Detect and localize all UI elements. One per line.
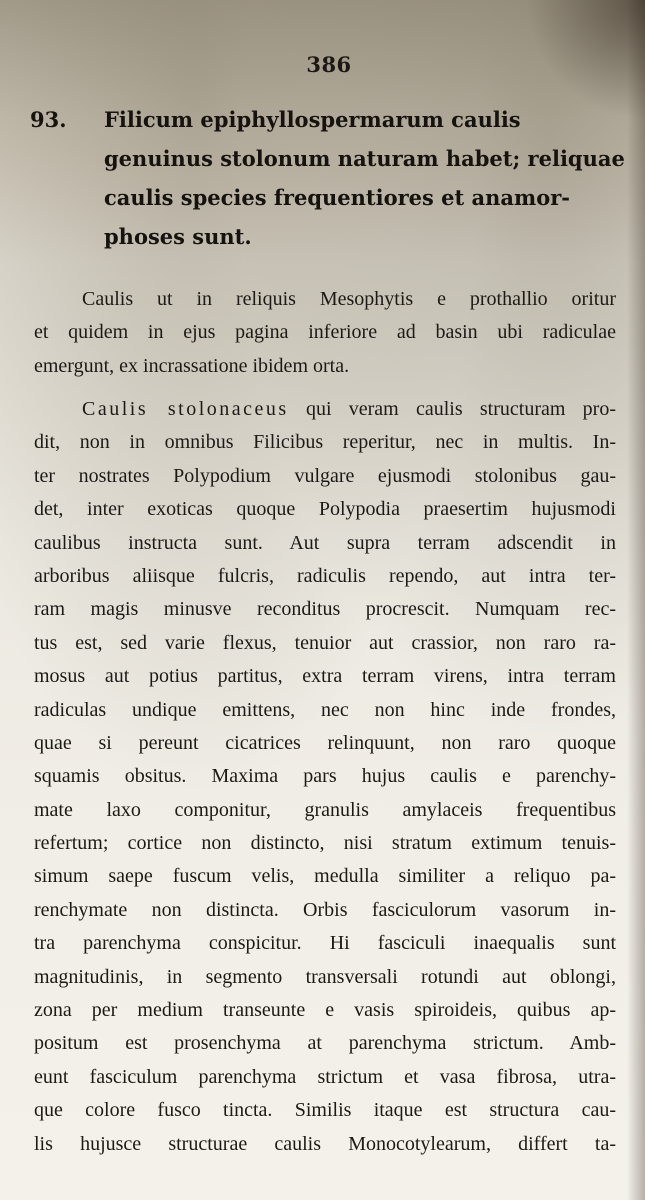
section-title-line: Filicum epiphyllospermarum caulis: [104, 107, 521, 132]
text-line: simum saepe fuscum velis, medulla similiter a reliquo pa-: [34, 865, 616, 888]
section-number: 93.: [30, 107, 67, 132]
page-gutter-shadow: [627, 0, 645, 1200]
text-line: [34, 393, 616, 426]
text-line: ter nostrates Polypodium vulgare ejusmodi stolonibus gau-: [34, 464, 616, 487]
text-line: et quidem in ejus pagina inferiore ad basin ubi radiculae: [34, 321, 616, 344]
text-line: emergunt, ex incrassatione ibidem orta.: [34, 354, 350, 377]
text-line: radiculas undique emittens, nec non hinc inde frondes,: [34, 698, 616, 721]
text-line: mate laxo componitur, granulis amylaceis frequentibus: [34, 798, 616, 821]
text-line: tra parenchyma conspicitur. Hi fasciculi inaequalis sunt: [34, 932, 616, 955]
text-line: squamis obsitus. Maxima pars hujus caulis e parenchy-: [34, 765, 616, 788]
text-line: quae si pereunt cicatrices relinquunt, non raro quoque: [34, 731, 616, 754]
text-line: refertum; cortice non distincto, nisi stratum extimum tenuis-: [34, 832, 616, 855]
spaced-term: Caulis stolonaceus: [82, 398, 289, 420]
section-title-line: phoses sunt.: [104, 224, 252, 249]
text-line: caulibus instructa sunt. Aut supra terram adscendit in: [34, 531, 616, 554]
paragraph-2: [34, 393, 616, 1161]
section-title: [104, 100, 626, 256]
text-line: lis hujusce structurae caulis Monocotylearum, differt ta-: [34, 1132, 616, 1155]
text-line: eunt fasciculum parenchyma strictum et vasa fibrosa, utra-: [34, 1065, 616, 1088]
page-number: 386: [306, 52, 352, 77]
text-line: tus est, sed varie flexus, tenuior aut crassior, non raro ra-: [34, 631, 616, 654]
text-line: mosus aut potius partitus, extra terram virens, intra terram: [34, 665, 616, 688]
text-line: positum est prosenchyma at parenchyma strictum. Amb-: [34, 1032, 616, 1055]
text-line: magnitudinis, in segmento transversali rotundi aut oblongi,: [34, 965, 616, 988]
text-line: Caulis ut in reliquis Mesophytis e prothallio oritur: [82, 288, 616, 310]
section-title-line: caulis species frequentiores et anamor-: [104, 185, 571, 210]
text-line: det, inter exoticas quoque Polypodia praesertim hujusmodi: [34, 498, 616, 521]
text-line: ram magis minusve reconditus procrescit. Numquam rec-: [34, 598, 616, 621]
text-fragment: qui veram caulis structuram pro-: [305, 398, 616, 420]
paragraph-1: [34, 283, 616, 383]
text-line: zona per medium transeunte e vasis spiroideis, quibus ap-: [34, 999, 616, 1022]
section-heading: [30, 100, 626, 256]
text-line: que colore fusco tincta. Similis itaque est structura cau-: [34, 1099, 616, 1122]
text-line: renchymate non distincta. Orbis fasciculorum vasorum in-: [34, 898, 616, 921]
text-line: dit, non in omnibus Filicibus reperitur, nec in multis. In-: [34, 431, 616, 454]
text-line: arboribus aliisque fulcris, radiculis rependo, aut intra ter-: [34, 564, 616, 587]
section-title-line: genuinus stolonum naturam habet; reliquae: [104, 146, 625, 171]
